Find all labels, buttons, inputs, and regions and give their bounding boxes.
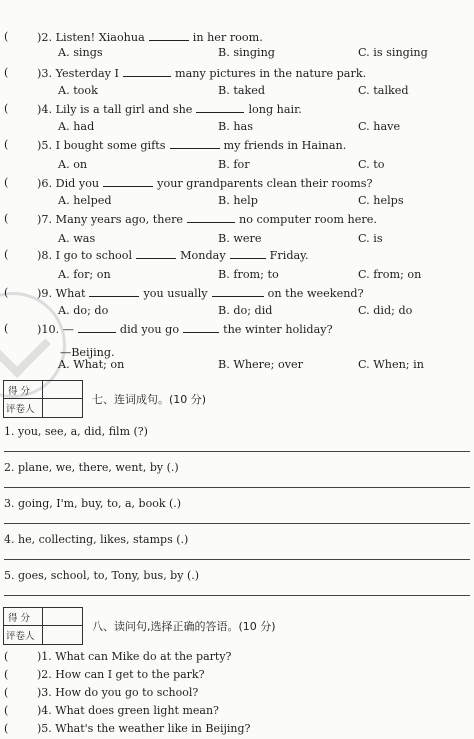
answer-paren[interactable]: ( [4,30,9,43]
answer-blank[interactable] [149,30,189,41]
stem-text: What [55,287,86,300]
stem-text: I go to school [55,249,133,262]
score-label: 得 分 [8,386,31,397]
word-prompt: 1. you, see, a, did, film (?) [4,425,148,438]
question-stem [37,102,302,117]
stem-text: in her room. [192,31,263,44]
stem-text: — [62,323,74,336]
stem-text: Many years ago, there [55,213,184,226]
question-stem [37,66,366,81]
answer-paren[interactable]: ( [4,322,9,335]
answer-option: C. is [358,232,383,245]
question-stem [37,286,364,301]
question-number: )4. [37,103,56,116]
question-stem [37,176,373,191]
question-text: )2. How can I get to the park? [37,668,205,681]
stem-text: many pictures in the nature park. [174,67,367,80]
answer-blank[interactable] [103,176,153,187]
answer-option: A. for; on [58,268,111,281]
answer-option: A. was [58,232,96,245]
answer-blank[interactable] [123,66,171,77]
score-label: 得 分 [8,613,31,624]
stem-text: Monday [180,249,226,262]
answer-option: B. Where; over [218,358,303,371]
answer-blank[interactable] [212,286,264,297]
answer-line[interactable] [4,487,470,488]
answer-paren[interactable]: ( [4,212,9,225]
stem-text: Listen! Xiaohua [55,31,145,44]
question-stem [37,138,346,153]
answer-paren[interactable]: ( [4,686,9,699]
answer-option: A. do; do [58,304,109,317]
question-stem [37,30,263,45]
answer-option: A. helped [58,194,112,207]
answer-line[interactable] [4,595,470,596]
answer-option: B. taked [218,84,266,97]
answer-option: B. has [218,120,253,133]
question-text: )1. What can Mike do at the party? [37,650,232,663]
q10-answer-text: —Beijing. [60,346,115,359]
score-box-8 [3,607,83,645]
stem-text: Friday. [269,249,309,262]
answer-paren[interactable]: ( [4,650,9,663]
answer-blank[interactable] [78,322,116,333]
answer-paren[interactable]: ( [4,722,9,735]
answer-option: B. were [218,232,262,245]
question-number: )6. [37,177,56,190]
stem-text: long hair. [248,103,302,116]
answer-blank[interactable] [170,138,220,149]
answer-line[interactable] [4,523,470,524]
answer-option: C. have [358,120,401,133]
answer-paren[interactable]: ( [4,66,9,79]
answer-option: C. is singing [358,46,428,59]
answer-option: C. to [358,158,385,171]
answer-option: B. help [218,194,258,207]
question-number: )3. [37,67,56,80]
answer-option: C. helps [358,194,404,207]
question-number: )8. [37,249,56,262]
answer-option: B. do; did [218,304,273,317]
answer-option: B. for [218,158,250,171]
stem-text: no computer room here. [239,213,377,226]
answer-option: B. singing [218,46,275,59]
answer-option: A. took [58,84,98,97]
answer-option: B. from; to [218,268,279,281]
question-number: )9. [37,287,56,300]
grader-label: 评卷人 [6,404,35,415]
answer-paren[interactable]: ( [4,248,9,261]
answer-blank[interactable] [187,212,235,223]
answer-line[interactable] [4,559,470,560]
stem-text: my friends in Hainan. [223,139,347,152]
question-number: )5. [37,139,56,152]
answer-blank[interactable] [196,102,244,113]
question-text: )5. What's the weather like in Beijing? [37,722,251,735]
answer-option: C. did; do [358,304,413,317]
question-number: )10. [37,323,63,336]
stem-text: Lily is a tall girl and she [55,103,193,116]
word-prompt: 2. plane, we, there, went, by (.) [4,461,179,474]
section7-title: 七、连词成句。(10 分) [92,393,207,406]
stem-text: on the weekend? [267,287,364,300]
answer-blank[interactable] [89,286,139,297]
answer-option: C. talked [358,84,409,97]
answer-blank[interactable] [136,248,176,259]
stem-text: I bought some gifts [55,139,166,152]
question-stem [37,212,377,227]
answer-option: A. on [58,158,88,171]
answer-option: A. What; on [58,358,125,371]
word-prompt: 5. goes, school, to, Tony, bus, by (.) [4,569,200,582]
question-text: )3. How do you go to school? [37,686,199,699]
answer-blank[interactable] [183,322,219,333]
word-prompt: 3. going, I'm, buy, to, a, book (.) [4,497,182,510]
answer-line[interactable] [4,451,470,452]
stem-text: did you go [119,323,180,336]
grader-label: 评卷人 [6,631,35,642]
score-box-7 [3,380,83,418]
answer-paren[interactable]: ( [4,176,9,189]
answer-paren[interactable]: ( [4,704,9,717]
stem-text: your grandparents clean their rooms? [157,177,373,190]
answer-option: C. from; on [358,268,422,281]
section8-title: 八、读问句,选择正确的答语。(10 分) [92,620,276,633]
stem-text: Yesterday I [55,67,119,80]
question-number: )7. [37,213,56,226]
answer-option: A. had [58,120,95,133]
answer-paren[interactable]: ( [4,668,9,681]
stem-text: the winter holiday? [223,323,333,336]
stem-text: Did you [55,177,100,190]
question-number: )2. [37,31,56,44]
answer-paren[interactable]: ( [4,286,9,299]
answer-option: A. sings [58,46,103,59]
question-stem [37,248,309,263]
question-stem [37,322,333,337]
answer-blank[interactable] [230,248,266,259]
stem-text: you usually [143,287,208,300]
word-prompt: 4. he, collecting, likes, stamps (.) [4,533,189,546]
answer-option: C. When; in [358,358,424,371]
question-text: )4. What does green light mean? [37,704,219,717]
answer-paren[interactable]: ( [4,102,9,115]
answer-paren[interactable]: ( [4,138,9,151]
